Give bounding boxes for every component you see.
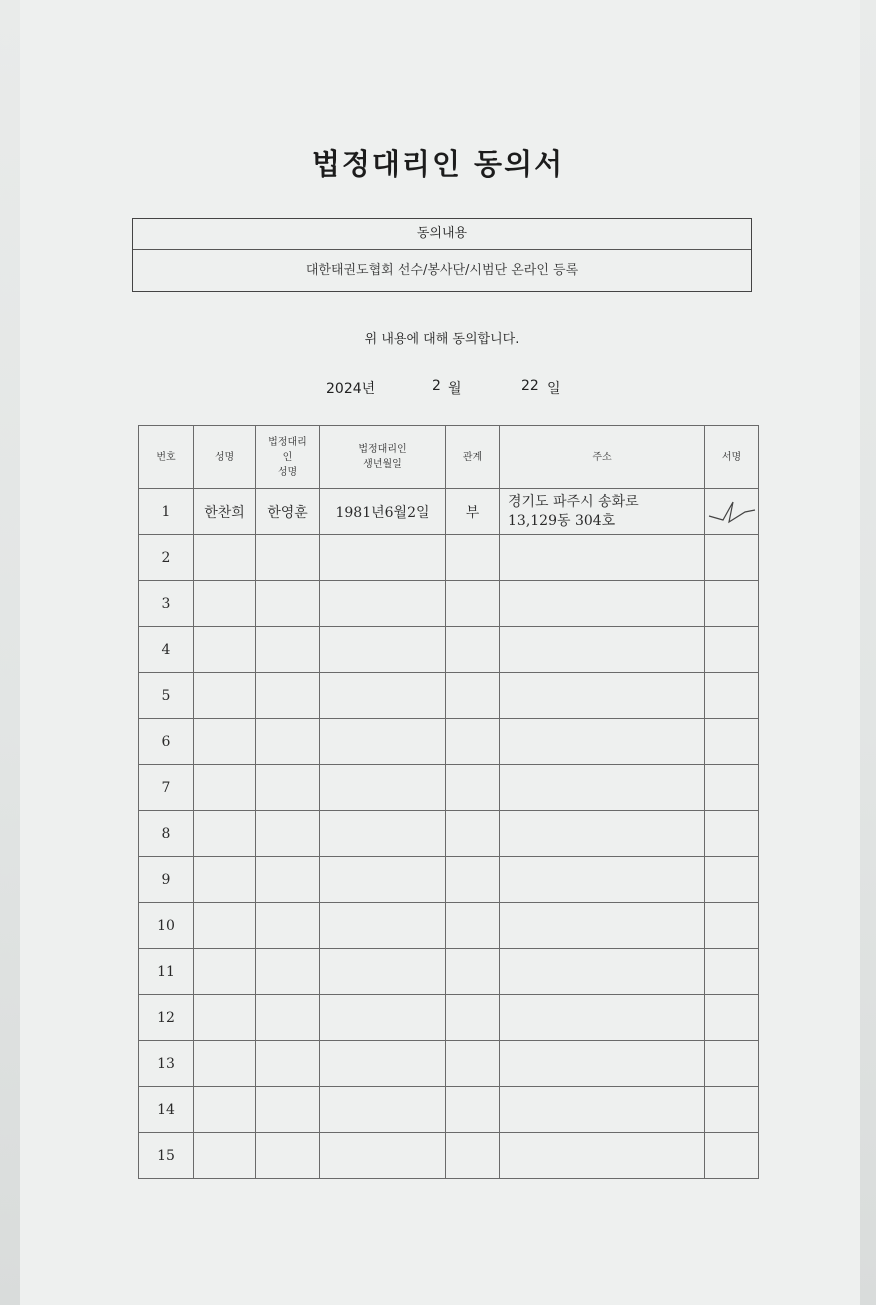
row-number: 3	[139, 581, 194, 627]
row-guardian-name	[256, 535, 320, 581]
date-year: 2024년	[326, 381, 376, 397]
row-address	[500, 811, 705, 857]
date-day: 22	[521, 378, 539, 394]
row-guardian-birth	[320, 1087, 446, 1133]
row-name: 한찬희	[194, 489, 256, 535]
header-guardian-name-line3: 성명	[277, 466, 298, 478]
row-signature	[705, 1133, 759, 1179]
row-relation	[446, 995, 500, 1041]
row-guardian-name	[256, 995, 320, 1041]
table-row	[139, 765, 759, 811]
row-relation	[446, 903, 500, 949]
header-relation: 관계	[446, 426, 500, 489]
header-guardian-birth-line2: 생년월일	[363, 459, 402, 470]
row-relation	[446, 535, 500, 581]
row-signature	[705, 903, 759, 949]
row-guardian-birth	[320, 581, 446, 627]
row-number: 14	[139, 1087, 194, 1133]
row-address	[500, 489, 705, 535]
row-relation: 부	[446, 489, 500, 535]
table-row	[139, 995, 759, 1041]
row-guardian-birth	[320, 949, 446, 995]
row-name	[194, 1133, 256, 1179]
agreement-statement: 위 내용에 대해 동의합니다.	[364, 332, 520, 347]
header-no: 번호	[139, 426, 194, 489]
row-address	[500, 719, 705, 765]
table-row	[139, 1087, 759, 1133]
table-row	[139, 535, 759, 581]
row-address	[500, 1087, 705, 1133]
row-address-line1: 경기도 파주시 송화로	[508, 493, 639, 510]
row-guardian-name	[256, 581, 320, 627]
row-relation	[446, 1041, 500, 1087]
table-row	[139, 949, 759, 995]
row-signature	[705, 1041, 759, 1087]
row-name	[194, 765, 256, 811]
row-signature	[705, 949, 759, 995]
table-row	[139, 581, 759, 627]
row-number: 4	[139, 627, 194, 673]
row-signature	[705, 581, 759, 627]
row-guardian-name	[256, 1133, 320, 1179]
table-row	[139, 1133, 759, 1179]
row-guardian-birth: 1981년6월2일	[320, 489, 446, 535]
row-name	[194, 949, 256, 995]
table-row	[139, 857, 759, 903]
row-number: 12	[139, 995, 194, 1041]
row-guardian-name	[256, 1041, 320, 1087]
row-signature	[705, 857, 759, 903]
table-row	[139, 627, 759, 673]
row-guardian-name	[256, 673, 320, 719]
row-address	[500, 857, 705, 903]
row-guardian-name	[256, 811, 320, 857]
row-signature	[705, 811, 759, 857]
row-address	[500, 535, 705, 581]
row-guardian-birth	[320, 627, 446, 673]
row-relation	[446, 673, 500, 719]
row-signature	[705, 995, 759, 1041]
row-guardian-name	[256, 765, 320, 811]
row-number: 9	[139, 857, 194, 903]
row-name	[194, 1041, 256, 1087]
header-name: 성명	[194, 426, 256, 489]
row-guardian-birth	[320, 1133, 446, 1179]
row-guardian-birth	[320, 719, 446, 765]
row-relation	[446, 627, 500, 673]
row-guardian-birth	[320, 765, 446, 811]
row-address	[500, 995, 705, 1041]
row-name	[194, 673, 256, 719]
row-name	[194, 627, 256, 673]
row-name	[194, 811, 256, 857]
header-guardian-name-line2: 인	[282, 451, 293, 463]
row-relation	[446, 581, 500, 627]
row-signature	[705, 765, 759, 811]
row-name	[194, 995, 256, 1041]
row-number: 13	[139, 1041, 194, 1087]
row-guardian-birth	[320, 903, 446, 949]
row-guardian-birth	[320, 673, 446, 719]
consent-body: 대한태권도협회 선수/봉사단/시범단 온라인 등록	[305, 263, 579, 278]
consent-header: 동의내용	[133, 219, 751, 250]
row-address	[500, 765, 705, 811]
row-number: 15	[139, 1133, 194, 1179]
row-address	[500, 673, 705, 719]
row-signature	[705, 535, 759, 581]
row-address	[500, 581, 705, 627]
row-relation	[446, 857, 500, 903]
date-month: 2	[432, 378, 441, 394]
header-signature: 서명	[705, 426, 759, 489]
row-address	[500, 1133, 705, 1179]
date-month-unit: 월	[448, 381, 462, 397]
row-address	[500, 627, 705, 673]
header-guardian-name	[256, 426, 320, 489]
table-row	[139, 673, 759, 719]
row-guardian-name: 한영훈	[256, 489, 320, 535]
row-guardian-birth	[320, 857, 446, 903]
row-name	[194, 903, 256, 949]
row-relation	[446, 765, 500, 811]
row-guardian-birth	[320, 811, 446, 857]
row-relation	[446, 811, 500, 857]
row-name	[194, 719, 256, 765]
row-address	[500, 949, 705, 995]
row-relation	[446, 1133, 500, 1179]
row-name	[194, 1087, 256, 1133]
signature-mark	[705, 490, 759, 530]
row-signature	[705, 719, 759, 765]
row-guardian-name	[256, 949, 320, 995]
table-row	[139, 811, 759, 857]
header-address: 주소	[500, 426, 705, 489]
document-title: 법정대리인 동의서	[311, 147, 565, 181]
row-guardian-name	[256, 627, 320, 673]
table-header-row	[139, 426, 759, 489]
table-row	[139, 489, 759, 535]
row-guardian-name	[256, 1087, 320, 1133]
row-guardian-name	[256, 903, 320, 949]
row-number: 8	[139, 811, 194, 857]
row-guardian-name	[256, 857, 320, 903]
guardian-table	[138, 425, 759, 1179]
row-guardian-birth	[320, 1041, 446, 1087]
row-signature	[705, 489, 759, 535]
row-name	[194, 581, 256, 627]
row-number: 2	[139, 535, 194, 581]
row-guardian-name	[256, 719, 320, 765]
row-name	[194, 535, 256, 581]
header-guardian-birth-line1: 법정대리인	[358, 444, 407, 455]
header-guardian-birth	[320, 426, 446, 489]
row-number: 11	[139, 949, 194, 995]
row-number: 10	[139, 903, 194, 949]
row-number: 6	[139, 719, 194, 765]
row-address	[500, 1041, 705, 1087]
row-address-line2: 13,129동 304호	[508, 512, 616, 529]
row-number: 5	[139, 673, 194, 719]
header-guardian-name-line1: 법정대리	[268, 436, 307, 448]
table-row	[139, 719, 759, 765]
row-guardian-birth	[320, 995, 446, 1041]
row-address	[500, 903, 705, 949]
table-row	[139, 903, 759, 949]
row-signature	[705, 1087, 759, 1133]
row-relation	[446, 719, 500, 765]
consent-box	[132, 218, 752, 292]
row-guardian-birth	[320, 535, 446, 581]
row-number: 1	[139, 489, 194, 535]
date-day-unit: 일	[547, 381, 561, 397]
row-number: 7	[139, 765, 194, 811]
row-name	[194, 857, 256, 903]
row-relation	[446, 949, 500, 995]
row-signature	[705, 627, 759, 673]
table-row	[139, 1041, 759, 1087]
row-relation	[446, 1087, 500, 1133]
row-signature	[705, 673, 759, 719]
